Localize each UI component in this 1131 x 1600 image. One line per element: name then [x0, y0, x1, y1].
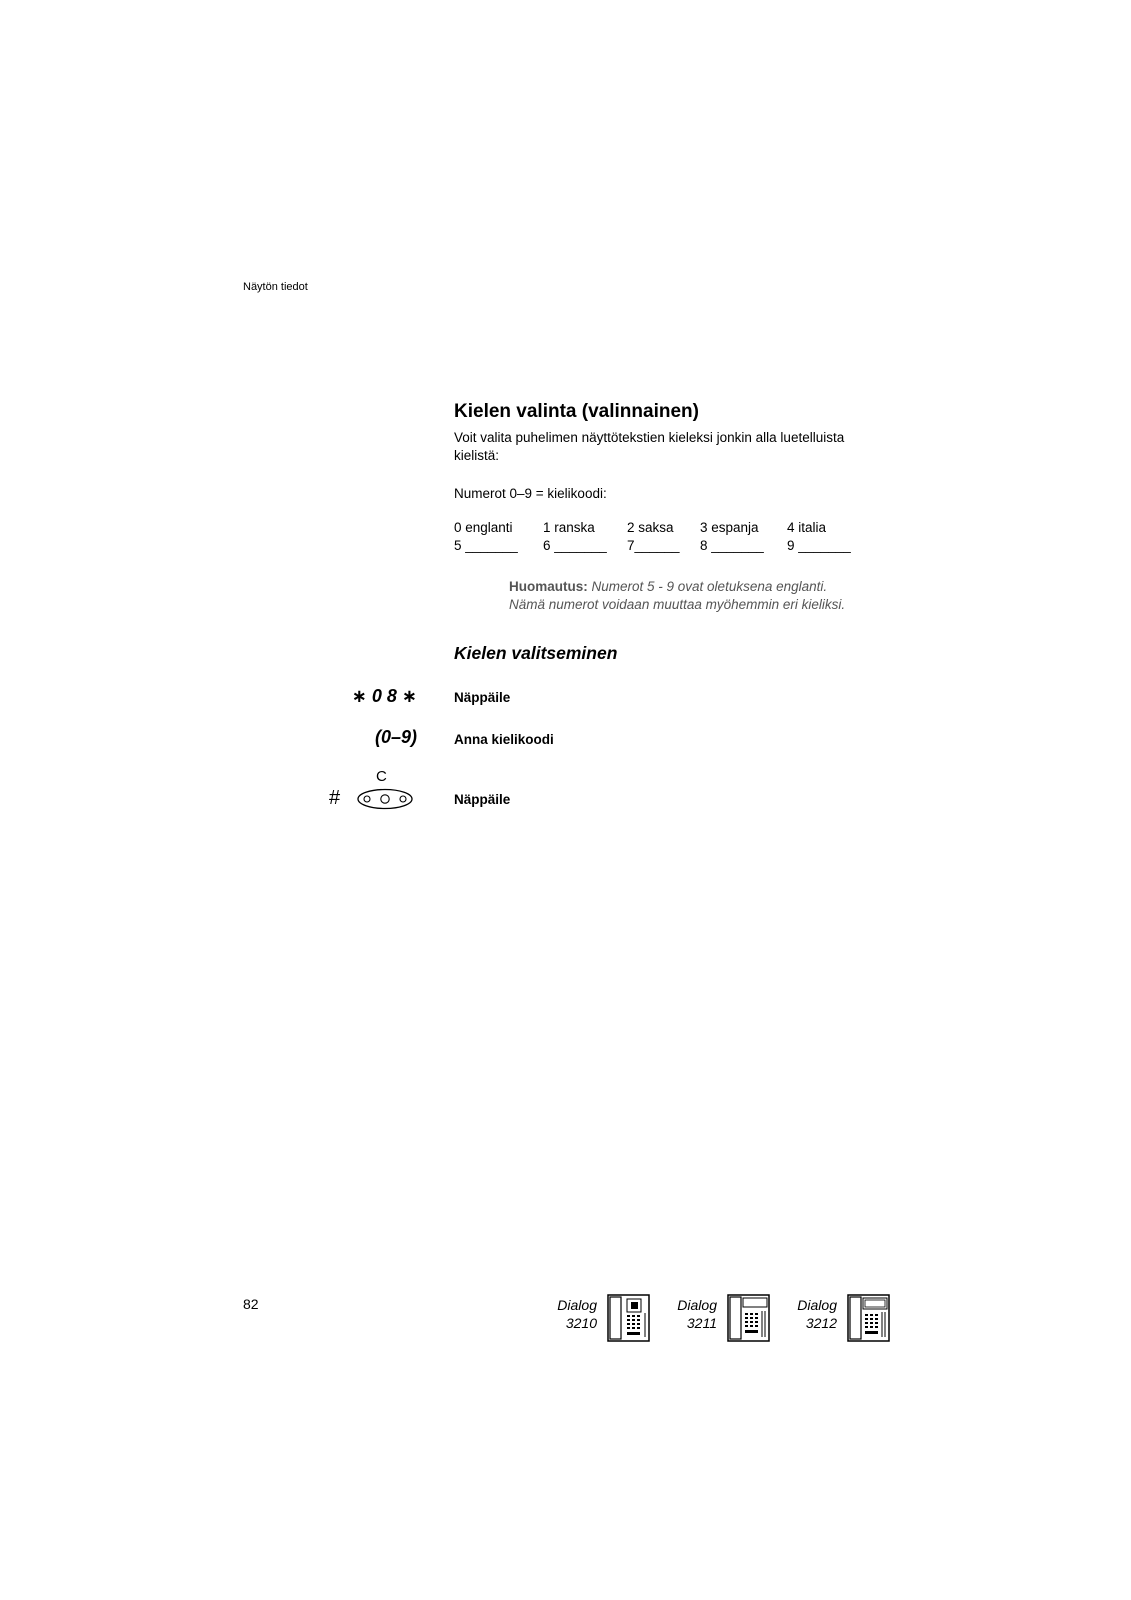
model-label-3210 — [540, 1296, 597, 1332]
code-cell: 7______ — [627, 538, 680, 553]
c-key-label: C — [376, 768, 387, 785]
note-line-1: Numerot 5 - 9 ovat oletuksena englanti. — [587, 579, 828, 594]
table-row — [454, 538, 851, 556]
phone-3212-icon — [847, 1293, 891, 1343]
procedure-title: Kielen valitseminen — [454, 643, 618, 663]
star-08-star-key: ∗ 0 8 ∗ — [351, 686, 417, 706]
clear-key-icon — [356, 788, 414, 810]
model-number: 3210 — [565, 1315, 597, 1331]
step-1-text: Näppäile — [454, 690, 511, 705]
code-cell: 5 _______ — [454, 538, 518, 553]
model-name: Dialog — [677, 1297, 717, 1313]
model-name: Dialog — [557, 1297, 597, 1313]
model-number: 3212 — [805, 1315, 837, 1331]
running-header: Näytön tiedot — [243, 281, 308, 293]
phone-3210-icon — [607, 1293, 651, 1343]
language-code-key: (0–9) — [374, 727, 417, 747]
note-block — [509, 578, 845, 614]
code-cell: 4 italia — [787, 520, 827, 535]
note-line-2: Nämä numerot voidaan muuttaa myöhemmin eri kieliksi. — [509, 597, 846, 612]
code-cell: 0 englanti — [454, 520, 513, 535]
code-cell: 1 ranska — [543, 520, 595, 535]
step-3-text: Näppäile — [454, 792, 511, 807]
note-label: Huomautus: — [509, 579, 588, 594]
model-number: 3211 — [686, 1315, 717, 1331]
intro-paragraph: Voit valita puhelimen näyttötekstien kieleksi jonkin alla luetelluista kielistä: — [454, 430, 845, 463]
hash-key: # — [329, 787, 341, 809]
section-title: Kielen valinta (valinnainen) — [454, 401, 699, 422]
model-label-3212 — [780, 1296, 837, 1332]
phone-3211-icon — [727, 1293, 771, 1343]
code-cell: 8 _______ — [700, 538, 764, 553]
code-cell: 9 _______ — [787, 538, 851, 553]
table-row — [454, 520, 851, 538]
language-codes-table — [454, 520, 851, 556]
codes-label: Numerot 0–9 = kielikoodi: — [454, 486, 607, 501]
model-name: Dialog — [797, 1297, 837, 1313]
code-cell: 6 _______ — [543, 538, 607, 553]
model-label-3211 — [660, 1296, 717, 1332]
page-number: 82 — [243, 1296, 259, 1312]
code-cell: 3 espanja — [700, 520, 759, 535]
step-2-text: Anna kielikoodi — [454, 732, 554, 747]
code-cell: 2 saksa — [627, 520, 674, 535]
